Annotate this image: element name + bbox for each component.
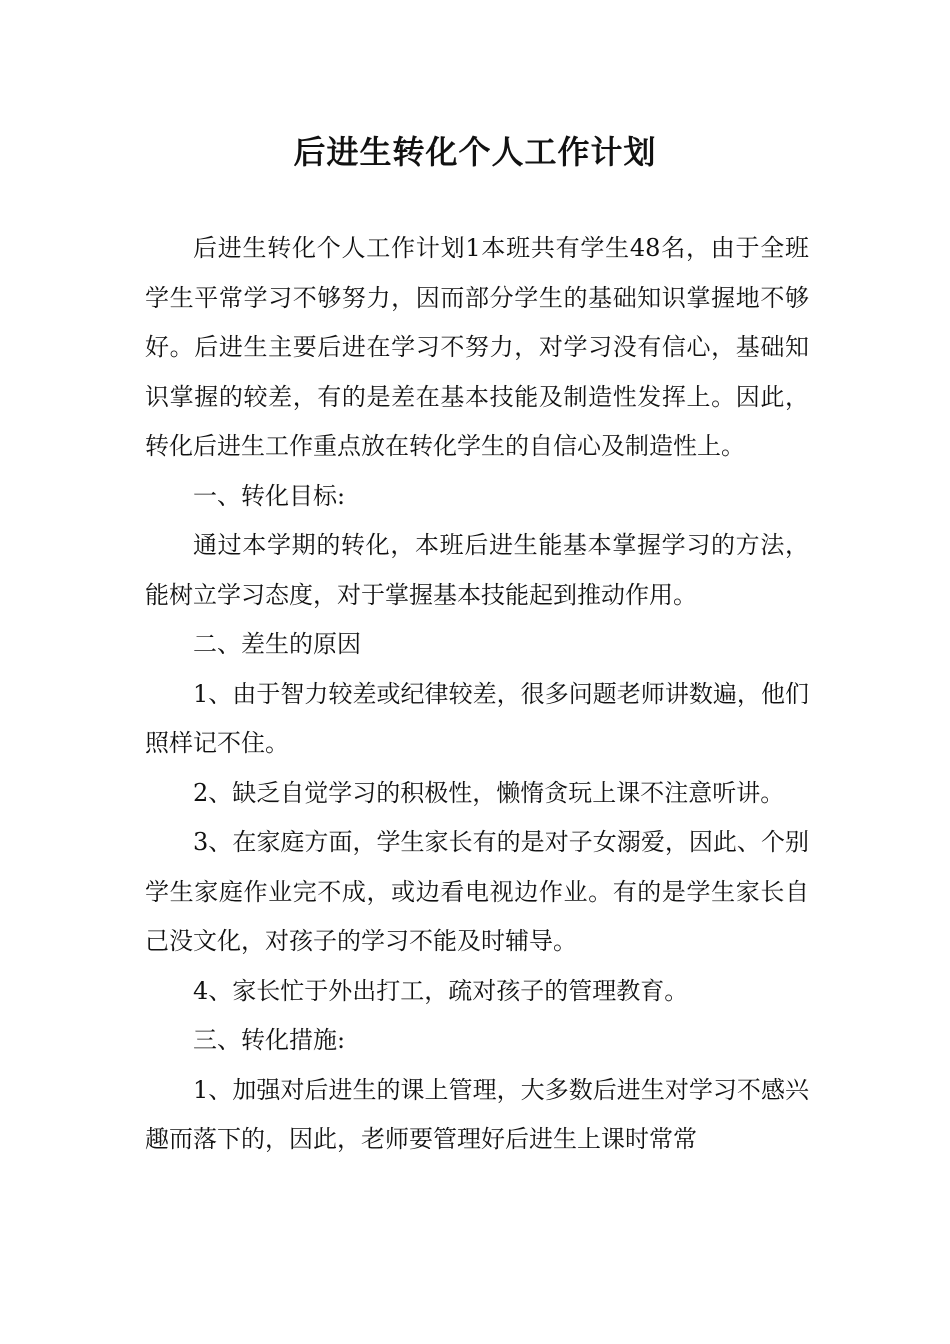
paragraph-goals: 通过本学期的转化，本班后进生能基本掌握学习的方法，能树立学习态度，对于掌握基本技能起到推动作用。	[145, 531, 809, 609]
document-title: 后进生转化个人工作计划	[293, 133, 657, 171]
heading-reasons: 二、差生的原因	[193, 630, 361, 658]
paragraph-measure-1: 1、加强对后进生的课上管理，大多数后进生对学习不感兴趣而落下的，因此，老师要管理好后进生上课时常常	[145, 1075, 809, 1153]
paragraph-reason-2: 2、缺乏自觉学习的积极性，懒惰贪玩上课不注意听讲。	[193, 778, 785, 807]
paragraph-reason-1: 1、由于智力较差或纪律较差，很多问题老师讲数遍，他们照样记不住。	[145, 679, 809, 757]
paragraph-intro: 后进生转化个人工作计划1本班共有学生48名，由于全班学生平常学习不够努力，因而部分学生的基础知识掌握地不够好。后进生主要后进在学习不努力，对学习没有信心，基础知识掌握的较差，有的是差在基本技能及制造性发挥上。因此，转化后进生工作重点放在转化学生的自信心及制造性上。	[145, 234, 809, 460]
document-body	[145, 224, 809, 1165]
paragraph-reason-4: 4、家长忙于外出打工，疏对孩子的管理教育。	[193, 976, 689, 1005]
heading-goals: 一、转化目标:	[193, 481, 346, 510]
heading-measures: 三、转化措施:	[193, 1026, 346, 1054]
paragraph-reason-3: 3、在家庭方面，学生家长有的是对子女溺爱，因此、个别学生家庭作业完不成，或边看电视边作业。有的是学生家长自己没文化，对孩子的学习不能及时辅导。	[145, 828, 809, 955]
